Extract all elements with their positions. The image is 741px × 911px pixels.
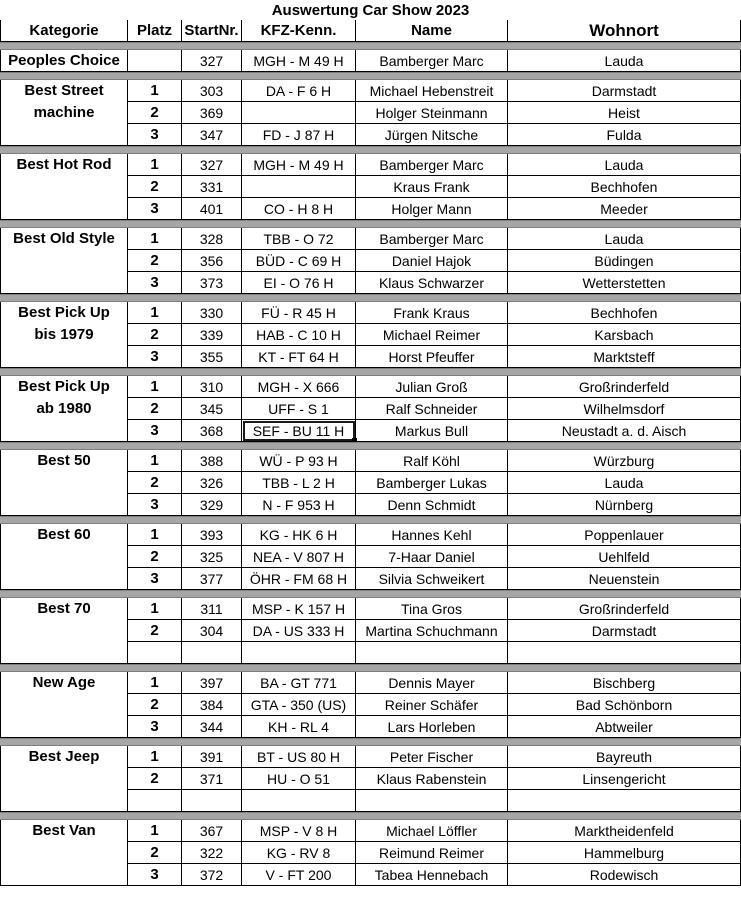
wohnort-cell[interactable]: Großrinderfeld (508, 598, 741, 620)
platz-cell[interactable] (128, 790, 182, 812)
kategorie-cell[interactable] (0, 642, 128, 664)
name-cell[interactable]: Horst Pfeuffer (356, 346, 508, 368)
name-cell[interactable] (356, 790, 508, 812)
wohnort-cell[interactable]: Uehlfeld (508, 546, 741, 568)
kfz-cell[interactable]: BA - GT 771 (242, 672, 356, 694)
kategorie-cell[interactable] (0, 176, 128, 198)
name-cell[interactable]: Frank Kraus (356, 302, 508, 324)
platz-cell[interactable]: 3 (128, 494, 182, 516)
startnr-cell[interactable]: 384 (182, 694, 242, 716)
wohnort-cell[interactable]: Marktsteff (508, 346, 741, 368)
platz-cell[interactable]: 2 (128, 620, 182, 642)
kfz-cell[interactable]: HAB - C 10 H (242, 324, 356, 346)
wohnort-cell[interactable]: Neustadt a. d. Aisch (508, 420, 741, 442)
wohnort-cell[interactable]: Meeder (508, 198, 741, 220)
platz-cell[interactable]: 1 (128, 598, 182, 620)
platz-cell[interactable]: 3 (128, 198, 182, 220)
group-separator (0, 220, 741, 228)
group-separator (0, 368, 741, 376)
kfz-cell[interactable] (242, 642, 356, 664)
kategorie-cell[interactable] (0, 546, 128, 568)
wohnort-cell[interactable]: Abtweiler (508, 716, 741, 738)
kfz-cell[interactable]: V - FT 200 (242, 864, 356, 886)
table-row (0, 790, 741, 812)
name-cell[interactable]: Holger Steinmann (356, 102, 508, 124)
startnr-cell[interactable]: 372 (182, 864, 242, 886)
platz-cell[interactable]: 1 (128, 450, 182, 472)
wohnort-cell[interactable] (508, 642, 741, 664)
kategorie-cell[interactable] (0, 620, 128, 642)
category-label: machine (33, 104, 95, 121)
wohnort-cell[interactable]: Großrinderfeld (508, 376, 741, 398)
group-separator (0, 146, 741, 154)
startnr-cell[interactable]: 327 (182, 154, 242, 176)
header-row (0, 20, 741, 42)
header-name[interactable]: Name (356, 20, 508, 42)
platz-cell[interactable]: 2 (128, 324, 182, 346)
startnr-cell[interactable]: 355 (182, 346, 242, 368)
name-cell[interactable] (356, 642, 508, 664)
kfz-cell[interactable]: SEF - BU 11 H (242, 420, 356, 442)
wohnort-cell[interactable]: Marktheidenfeld (508, 820, 741, 842)
startnr-cell[interactable]: 345 (182, 398, 242, 420)
startnr-cell[interactable]: 329 (182, 494, 242, 516)
header-wohnort[interactable]: Wohnort (508, 20, 741, 42)
name-cell[interactable]: Hannes Kehl (356, 524, 508, 546)
category-label: Best 60 (37, 526, 91, 543)
startnr-cell[interactable]: 310 (182, 376, 242, 398)
wohnort-cell[interactable]: Lauda (508, 228, 741, 250)
startnr-cell[interactable]: 397 (182, 672, 242, 694)
name-cell[interactable]: Lars Horleben (356, 716, 508, 738)
wohnort-cell[interactable]: Linsengericht (508, 768, 741, 790)
kfz-cell[interactable]: KT - FT 64 H (242, 346, 356, 368)
group-separator (0, 72, 741, 80)
name-cell[interactable]: Silvia Schweikert (356, 568, 508, 590)
startnr-cell[interactable]: 388 (182, 450, 242, 472)
category-label: bis 1979 (34, 326, 94, 343)
kfz-cell[interactable]: UFF - S 1 (242, 398, 356, 420)
kfz-cell[interactable]: MSP - V 8 H (242, 820, 356, 842)
group-separator (0, 442, 741, 450)
kfz-cell[interactable]: BT - US 80 H (242, 746, 356, 768)
category-label: Best 50 (37, 452, 91, 469)
table-row (0, 842, 741, 864)
header-platz[interactable]: Platz (128, 20, 182, 42)
startnr-cell[interactable]: 369 (182, 102, 242, 124)
name-cell[interactable]: Tabea Hennebach (356, 864, 508, 886)
platz-cell[interactable]: 2 (128, 694, 182, 716)
group-separator (0, 738, 741, 746)
category-label: Best Pick Up (18, 304, 110, 321)
kfz-cell[interactable]: NEA - V 807 H (242, 546, 356, 568)
wohnort-cell[interactable]: Lauda (508, 472, 741, 494)
platz-cell[interactable]: 3 (128, 568, 182, 590)
category-label: Peoples Choice (8, 52, 120, 69)
table-row (0, 420, 741, 442)
wohnort-cell[interactable]: Bayreuth (508, 746, 741, 768)
startnr-cell[interactable]: 373 (182, 272, 242, 294)
name-cell[interactable]: Michael Löffler (356, 820, 508, 842)
kfz-cell[interactable]: WÜ - P 93 H (242, 450, 356, 472)
kfz-cell[interactable]: MGH - M 49 H (242, 154, 356, 176)
kategorie-cell[interactable] (0, 420, 128, 442)
platz-cell[interactable]: 3 (128, 716, 182, 738)
category-label: ab 1980 (36, 400, 92, 417)
table-row (0, 272, 741, 294)
kategorie-cell[interactable] (0, 124, 128, 146)
startnr-cell[interactable] (182, 790, 242, 812)
name-cell[interactable]: Bamberger Marc (356, 154, 508, 176)
platz-cell[interactable]: 2 (128, 176, 182, 198)
startnr-cell[interactable]: 347 (182, 124, 242, 146)
startnr-cell[interactable]: 401 (182, 198, 242, 220)
kfz-cell[interactable]: EI - O 76 H (242, 272, 356, 294)
kategorie-cell[interactable] (0, 864, 128, 886)
kfz-cell[interactable]: MGH - M 49 H (242, 50, 356, 72)
kfz-cell[interactable]: DA - F 6 H (242, 80, 356, 102)
category-label: New Age (32, 674, 96, 691)
startnr-cell[interactable]: 327 (182, 50, 242, 72)
group-separator (0, 664, 741, 672)
table-row (0, 716, 741, 738)
platz-cell[interactable] (128, 642, 182, 664)
name-cell[interactable]: Reimund Reimer (356, 842, 508, 864)
startnr-cell[interactable]: 368 (182, 420, 242, 442)
group-separator (0, 42, 741, 50)
name-cell[interactable]: Reiner Schäfer (356, 694, 508, 716)
wohnort-cell[interactable]: Neuenstein (508, 568, 741, 590)
wohnort-cell[interactable]: Würzburg (508, 450, 741, 472)
wohnort-cell[interactable]: Heist (508, 102, 741, 124)
name-cell[interactable]: Michael Reimer (356, 324, 508, 346)
startnr-cell[interactable]: 377 (182, 568, 242, 590)
name-cell[interactable]: Denn Schmidt (356, 494, 508, 516)
startnr-cell[interactable]: 371 (182, 768, 242, 790)
kfz-cell[interactable]: KH - RL 4 (242, 716, 356, 738)
name-cell[interactable]: Holger Mann (356, 198, 508, 220)
kfz-cell[interactable]: DA - US 333 H (242, 620, 356, 642)
wohnort-cell[interactable]: Darmstadt (508, 620, 741, 642)
category-label: Best Jeep (28, 748, 100, 765)
platz-cell[interactable]: 1 (128, 820, 182, 842)
platz-cell[interactable]: 1 (128, 154, 182, 176)
sheet-title: Auswertung Car Show 2023 (271, 2, 470, 19)
startnr-cell[interactable]: 304 (182, 620, 242, 642)
wohnort-cell[interactable]: Lauda (508, 154, 741, 176)
name-cell[interactable]: Peter Fischer (356, 746, 508, 768)
kfz-cell[interactable]: TBB - L 2 H (242, 472, 356, 494)
table-row (0, 768, 741, 790)
startnr-cell[interactable]: 344 (182, 716, 242, 738)
startnr-cell[interactable] (182, 642, 242, 664)
name-cell[interactable]: Martina Schuchmann (356, 620, 508, 642)
kategorie-cell[interactable] (0, 768, 128, 790)
category-label: Best Pick Up (18, 378, 110, 395)
category-label: Best Van (32, 822, 96, 839)
name-cell[interactable]: Bamberger Marc (356, 50, 508, 72)
platz-cell[interactable]: 1 (128, 228, 182, 250)
kfz-cell[interactable]: FD - J 87 H (242, 124, 356, 146)
category-label: Best Old Style (13, 230, 115, 247)
group-separator (0, 590, 741, 598)
wohnort-cell[interactable]: Bechhofen (508, 176, 741, 198)
kfz-cell[interactable]: MSP - K 157 H (242, 598, 356, 620)
table-row (0, 472, 741, 494)
platz-cell[interactable]: 3 (128, 420, 182, 442)
name-cell[interactable]: Dennis Mayer (356, 672, 508, 694)
startnr-cell[interactable]: 356 (182, 250, 242, 272)
wohnort-cell[interactable]: Wetterstetten (508, 272, 741, 294)
name-cell[interactable]: Kraus Frank (356, 176, 508, 198)
kfz-cell[interactable]: KG - HK 6 H (242, 524, 356, 546)
startnr-cell[interactable]: 328 (182, 228, 242, 250)
kfz-cell[interactable]: HU - O 51 (242, 768, 356, 790)
startnr-cell[interactable]: 367 (182, 820, 242, 842)
kfz-cell[interactable]: N - F 953 H (242, 494, 356, 516)
header-startnr[interactable]: StartNr. (182, 20, 242, 42)
platz-cell[interactable]: 2 (128, 250, 182, 272)
table-row (0, 124, 741, 146)
kfz-cell[interactable]: KG - RV 8 (242, 842, 356, 864)
platz-cell[interactable]: 1 (128, 746, 182, 768)
platz-cell[interactable]: 2 (128, 768, 182, 790)
table-row (0, 568, 741, 590)
wohnort-cell[interactable]: Hammelburg (508, 842, 741, 864)
platz-cell[interactable]: 2 (128, 546, 182, 568)
kfz-cell[interactable] (242, 102, 356, 124)
kategorie-cell[interactable] (0, 494, 128, 516)
category-label: Best Street (24, 82, 104, 99)
wohnort-cell[interactable]: Karsbach (508, 324, 741, 346)
name-cell[interactable]: Bamberger Lukas (356, 472, 508, 494)
wohnort-cell[interactable]: Darmstadt (508, 80, 741, 102)
name-cell[interactable]: 7-Haar Daniel (356, 546, 508, 568)
kfz-cell[interactable]: MGH - X 666 (242, 376, 356, 398)
group-separator (0, 294, 741, 302)
platz-cell[interactable]: 1 (128, 376, 182, 398)
name-cell[interactable]: Julian Groß (356, 376, 508, 398)
name-cell[interactable]: Ralf Schneider (356, 398, 508, 420)
startnr-cell[interactable]: 322 (182, 842, 242, 864)
wohnort-cell[interactable]: Bischberg (508, 672, 741, 694)
startnr-cell[interactable]: 393 (182, 524, 242, 546)
startnr-cell[interactable]: 326 (182, 472, 242, 494)
startnr-cell[interactable]: 303 (182, 80, 242, 102)
kategorie-cell[interactable] (0, 346, 128, 368)
platz-cell[interactable]: 2 (128, 842, 182, 864)
startnr-cell[interactable]: 325 (182, 546, 242, 568)
group-separator (0, 516, 741, 524)
name-cell[interactable]: Klaus Schwarzer (356, 272, 508, 294)
kfz-cell[interactable]: FÜ - R 45 H (242, 302, 356, 324)
platz-cell[interactable]: 1 (128, 302, 182, 324)
startnr-cell[interactable]: 330 (182, 302, 242, 324)
platz-cell[interactable] (128, 50, 182, 72)
platz-cell[interactable]: 3 (128, 272, 182, 294)
category-label: Best Hot Rod (16, 156, 112, 173)
group-separator (0, 812, 741, 820)
startnr-cell[interactable]: 311 (182, 598, 242, 620)
name-cell[interactable]: Jürgen Nitsche (356, 124, 508, 146)
table-row (0, 546, 741, 568)
table-row (0, 494, 741, 516)
platz-cell[interactable]: 2 (128, 102, 182, 124)
wohnort-cell[interactable]: Fulda (508, 124, 741, 146)
wohnort-cell[interactable]: Rodewisch (508, 864, 741, 886)
wohnort-cell[interactable]: Poppenlauer (508, 524, 741, 546)
wohnort-cell[interactable]: Wilhelmsdorf (508, 398, 741, 420)
table-row (0, 620, 741, 642)
header-kfz[interactable]: KFZ-Kenn. (242, 20, 356, 42)
name-cell[interactable]: Bamberger Marc (356, 228, 508, 250)
platz-cell[interactable]: 1 (128, 672, 182, 694)
platz-cell[interactable]: 2 (128, 472, 182, 494)
table-row (0, 176, 741, 198)
name-cell[interactable]: Klaus Rabenstein (356, 768, 508, 790)
table-row (0, 694, 741, 716)
platz-cell[interactable]: 1 (128, 80, 182, 102)
name-cell[interactable]: Markus Bull (356, 420, 508, 442)
startnr-cell[interactable]: 331 (182, 176, 242, 198)
kategorie-cell[interactable] (0, 198, 128, 220)
platz-cell[interactable]: 1 (128, 524, 182, 546)
kfz-cell[interactable]: GTA - 350 (US) (242, 694, 356, 716)
name-cell[interactable]: Daniel Hajok (356, 250, 508, 272)
startnr-cell[interactable]: 339 (182, 324, 242, 346)
kfz-cell[interactable]: CO - H 8 H (242, 198, 356, 220)
header-kategorie[interactable]: Kategorie (0, 20, 128, 42)
kfz-cell[interactable]: TBB - O 72 (242, 228, 356, 250)
wohnort-cell[interactable]: Nürnberg (508, 494, 741, 516)
kfz-cell[interactable]: ÖHR - FM 68 H (242, 568, 356, 590)
kategorie-cell[interactable] (0, 472, 128, 494)
kategorie-cell[interactable] (0, 250, 128, 272)
kategorie-cell[interactable] (0, 568, 128, 590)
table-row (0, 198, 741, 220)
wohnort-cell[interactable]: Büdingen (508, 250, 741, 272)
startnr-cell[interactable]: 391 (182, 746, 242, 768)
kategorie-cell[interactable] (0, 790, 128, 812)
platz-cell[interactable]: 3 (128, 864, 182, 886)
name-cell[interactable]: Tina Gros (356, 598, 508, 620)
platz-cell[interactable]: 2 (128, 398, 182, 420)
platz-cell[interactable]: 3 (128, 346, 182, 368)
kfz-cell[interactable] (242, 176, 356, 198)
kategorie-cell[interactable] (0, 716, 128, 738)
category-label: Best 70 (37, 600, 91, 617)
wohnort-cell[interactable] (508, 790, 741, 812)
table-row (0, 250, 741, 272)
kfz-cell[interactable] (242, 790, 356, 812)
table-row (0, 346, 741, 368)
kfz-cell[interactable]: BÜD - C 69 H (242, 250, 356, 272)
platz-cell[interactable]: 3 (128, 124, 182, 146)
name-cell[interactable]: Ralf Köhl (356, 450, 508, 472)
kategorie-cell[interactable] (0, 842, 128, 864)
table-row (0, 642, 741, 664)
wohnort-cell[interactable]: Bechhofen (508, 302, 741, 324)
table-row (0, 864, 741, 886)
name-cell[interactable]: Michael Hebenstreit (356, 80, 508, 102)
wohnort-cell[interactable]: Bad Schönborn (508, 694, 741, 716)
kategorie-cell[interactable] (0, 272, 128, 294)
kategorie-cell[interactable] (0, 694, 128, 716)
wohnort-cell[interactable]: Lauda (508, 50, 741, 72)
